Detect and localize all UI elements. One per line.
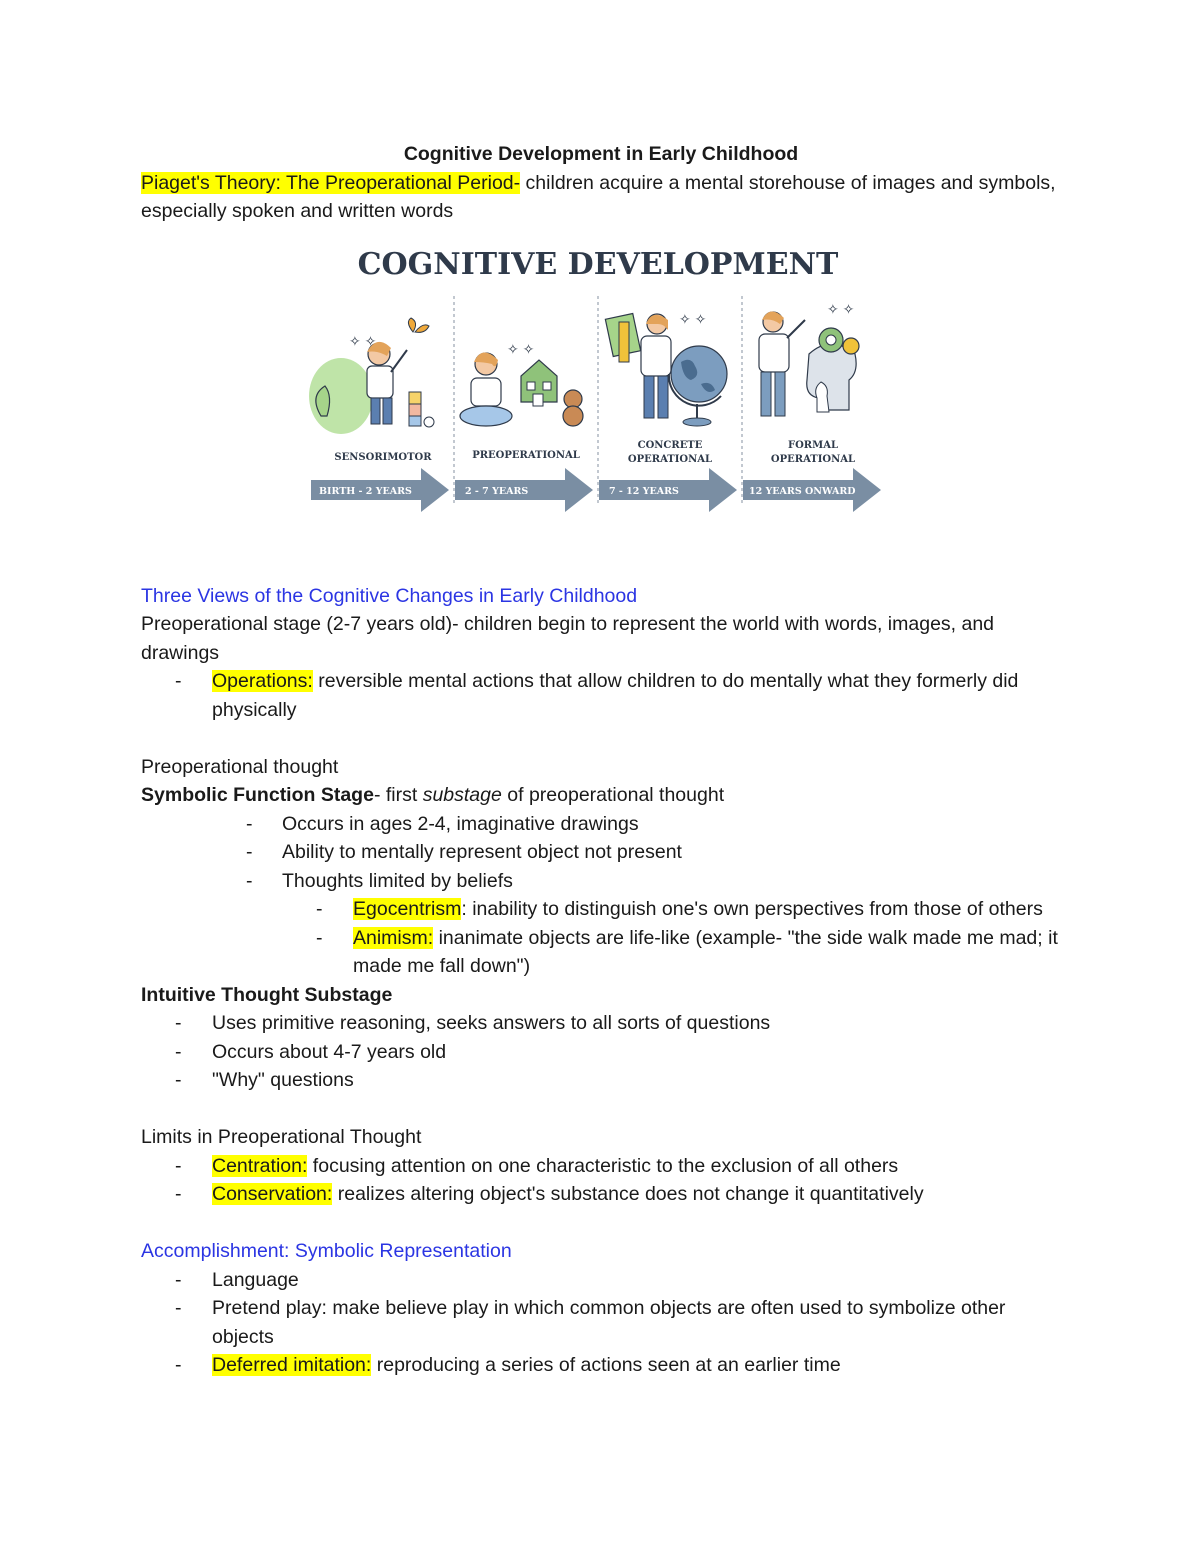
- term-highlight: Conservation:: [212, 1183, 333, 1205]
- document-body: [141, 140, 1061, 1380]
- stage-2-label: PREOPERATIONAL: [472, 449, 580, 461]
- list-item: - Language: [141, 1266, 1061, 1295]
- stage-2-age: 2 - 7 YEARS: [465, 485, 529, 497]
- stage-4-age: 12 YEARS ONWARD: [749, 485, 856, 497]
- list-item: - Centration: focusing attention on one characteristic to the exclusion of all others: [141, 1152, 1061, 1181]
- symbolic-function-list: [141, 810, 1061, 981]
- stage-3-label-line2: OPERATIONAL: [627, 453, 713, 465]
- svg-text:✧ ✧: ✧ ✧: [349, 332, 377, 349]
- term-highlight: Egocentrism: [353, 898, 462, 920]
- operations-list: [141, 667, 1061, 724]
- preoperational-illustration: [460, 341, 583, 426]
- term-highlight: Centration:: [212, 1154, 308, 1177]
- document-title: Cognitive Development in Early Childhood: [403, 143, 799, 165]
- list-item: - Egocentrism: inability to distinguish one's own perspectives from those of others: [141, 895, 1061, 924]
- section-heading-preoperational-thought: Preoperational thought: [141, 755, 339, 778]
- cognitive-development-figure: [141, 234, 1061, 574]
- preoperational-stage-paragraph: Preoperational stage (2-7 years old)- children begin to represent the world with words, images, and drawings: [141, 613, 995, 664]
- accomplishment-list: [141, 1266, 1061, 1380]
- figure-svg: [141, 234, 1061, 574]
- list-item: - Thoughts limited by beliefs: [141, 867, 1061, 896]
- section-heading-three-views: Three Views of the Cognitive Changes in Early Childhood: [141, 584, 638, 607]
- intro-paragraph: [141, 169, 1061, 226]
- svg-text:✧ ✧: ✧ ✧: [679, 310, 707, 327]
- list-item: - Pretend play: make believe play in which common objects are often used to symbolize other objects: [141, 1294, 1061, 1351]
- svg-text:✧ ✧: ✧ ✧: [507, 340, 535, 357]
- list-item: - Occurs in ages 2-4, imaginative drawings: [141, 810, 1061, 839]
- list-item: - "Why" questions: [141, 1066, 1061, 1095]
- concrete-operational-illustration: [605, 311, 727, 426]
- figure-heading: COGNITIVE DEVELOPMENT: [357, 246, 839, 282]
- svg-text:✧ ✧: ✧ ✧: [827, 300, 855, 317]
- intuitive-thought-label: Intuitive Thought Substage: [141, 983, 393, 1006]
- stage-4-label-line2: OPERATIONAL: [770, 453, 856, 465]
- stage-1-label: SENSORIMOTOR: [334, 451, 432, 463]
- list-item: - Ability to mentally represent object not present: [141, 838, 1061, 867]
- list-item: - Deferred imitation: reproducing a series of actions seen at an earlier time: [141, 1351, 1061, 1380]
- term-highlight: Operations:: [212, 670, 313, 692]
- term-highlight: Deferred imitation:: [212, 1354, 372, 1376]
- symbolic-function-label: Symbolic Function Stage: [141, 784, 374, 806]
- intro-text: children acquire a mental storehouse of images and symbols, especially spoken and written words: [141, 171, 1056, 222]
- section-heading-accomplishment: Accomplishment: Symbolic Representation: [141, 1240, 512, 1262]
- intro-highlight: Piaget's Theory: The Preoperational Period-: [141, 171, 521, 194]
- limits-list: [141, 1152, 1061, 1209]
- sensorimotor-illustration: [309, 318, 434, 434]
- list-item: - Occurs about 4-7 years old: [141, 1038, 1061, 1067]
- stage-3-label-line1: CONCRETE: [637, 439, 703, 451]
- formal-operational-illustration: [759, 301, 859, 416]
- symbolic-function-line: Symbolic Function Stage- first substage of preoperational thought: [141, 784, 725, 806]
- list-item: - Uses primitive reasoning, seeks answers to all sorts of questions: [141, 1009, 1061, 1038]
- stage-4-label-line1: FORMAL: [788, 439, 838, 451]
- intuitive-thought-list: [141, 1009, 1061, 1095]
- stage-1-age: BIRTH - 2 YEARS: [319, 485, 412, 497]
- list-item: - Animism: inanimate objects are life-like (example- "the side walk made me mad; it made me fall down"): [141, 924, 1061, 981]
- list-item: - Operations: reversible mental actions that allow children to do mentally what they formerly did physically: [141, 667, 1061, 724]
- stage-3-age: 7 - 12 YEARS: [609, 485, 679, 497]
- list-item: - Conservation: realizes altering object's substance does not change it quantitatively: [141, 1180, 1061, 1209]
- term-highlight: Animism:: [353, 926, 434, 949]
- section-heading-limits: Limits in Preoperational Thought: [141, 1126, 422, 1148]
